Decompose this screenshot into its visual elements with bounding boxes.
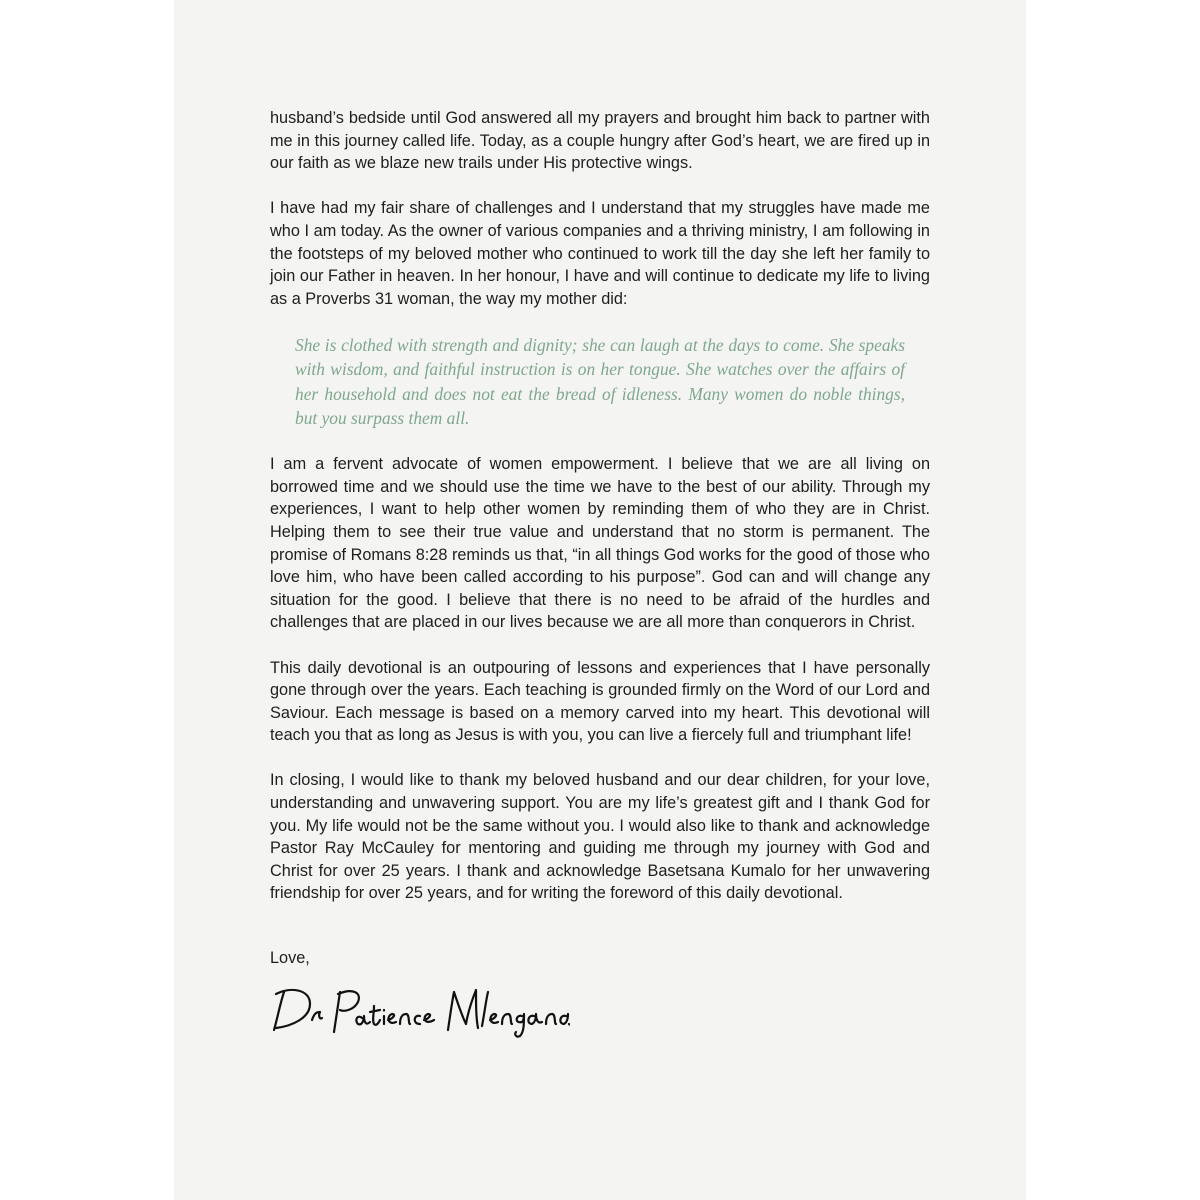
paragraph-closing: In closing, I would like to thank my beloved husband and our dear children, for your love, understanding and unwavering support. You are my life’s greatest gift and I thank God for you. My life would not be the same without you. I would also like to thank and acknowledge Pastor Ray McCauley for mentoring and guiding me through my journey with God and Christ for over 25 years. I thank and acknowledge Basetsana Kumalo for her unwavering friendship for over 25 years, and for writing the foreword of this daily devotional.: [270, 771, 930, 903]
letter-body: [270, 107, 930, 1040]
paragraph-devotional: This daily devotional is an outpouring of lessons and experiences that I have personally gone through over the years. Each teaching is grounded firmly on the Word of our Lord and Saviour. Each message is based on a memory carved into my heart. This devotional will teach you that as long as Jesus is with you, you can live a fiercely full and triumphant life!: [270, 658, 930, 745]
closing-salutation: Love,: [270, 949, 310, 968]
handwritten-signature: [270, 980, 570, 1040]
paragraph-challenges: I have had my fair share of challenges and I understand that my struggles have made me who I am today. As the owner of various companies and a thriving ministry, I am following in the footsteps of my beloved mother who continued to work till the day she left her family to join our Father in heaven. In her honour, I have and will continue to dedicate my life to living as a Proverbs 31 woman, the way my mother did:: [270, 199, 930, 308]
paragraph-intro: husband’s bedside until God answered all my prayers and brought him back to partner with me in this journey called life. Today, as a couple hungry after God’s heart, we are fired up in our faith as we blaze new trails under His protective wings.: [270, 109, 930, 173]
proverbs-quote: She is clothed with strength and dignity; she can laugh at the days to come. She speaks with wisdom, and faithful instruction is on her tongue. She watches over the affairs of her household and does not eat the bread of idleness. Many women do noble things, but you surpass them all.: [295, 334, 905, 429]
paragraph-empowerment: I am a fervent advocate of women empowerment. I believe that we are all living on borrowed time and we should use the time we have to the best of our ability. Through my experiences, I want to help other women by reminding them of who they are in Christ. Helping them to see their true value and understand that no storm is permanent. The promise of Romans 8:28 reminds us that, “in all things God works for the good of those who love him, who have been called according to his purpose”. God can and will change any situation for the good. I believe that there is no need to be afraid of the hurdles and challenges that are placed in our lives because we are all more than conquerors in Christ.: [270, 455, 930, 632]
document-page: [174, 0, 1026, 1200]
